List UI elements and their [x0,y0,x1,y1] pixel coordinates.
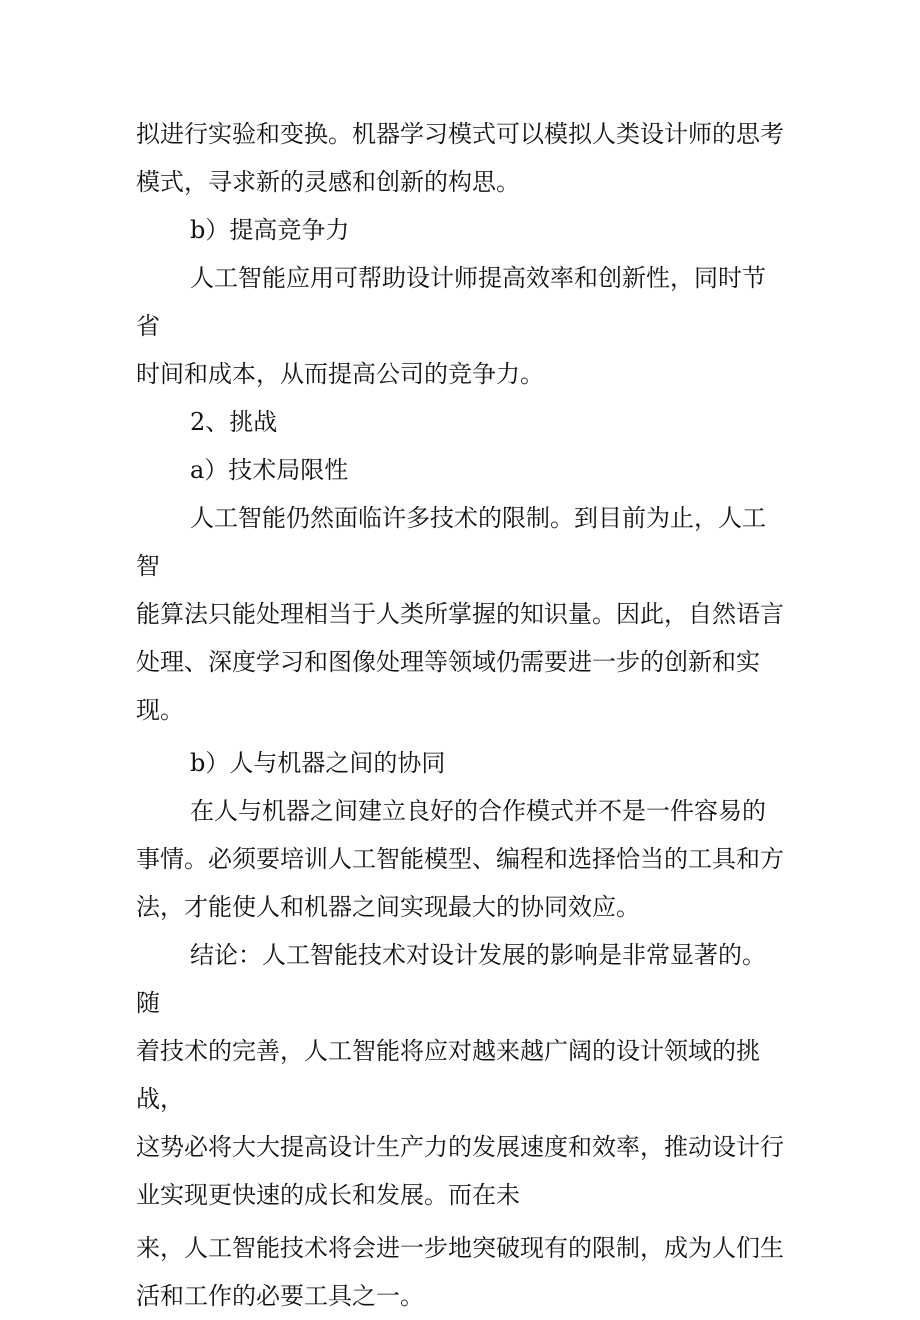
text-line: 在人与机器之间建立良好的合作模式并不是一件容易的 [190,797,766,825]
text-line: 着技术的完善，人工智能将应对越来越广阔的设计领域的挑战， [136,1037,760,1113]
text-line: 处理、深度学习和图像处理等领域仍需要进一步的创新和实现。 [136,648,760,724]
paragraph-conclusion [136,931,786,1219]
text-line: 拟进行实验和变换。机器学习模式可以模拟人类设计师的思考 [136,120,784,148]
section-heading-2: 2、挑战 [190,408,278,436]
text-line: 法，才能使人和机器之间实现最大的协同效应。 [136,893,640,921]
paragraph-body [136,494,786,734]
section-heading-a: a）技术局限性 [190,456,349,484]
paragraph-continuation [136,110,786,206]
text-line: 这势必将大大提高设计生产力的发展速度和效率，推动设计行 [136,1133,784,1161]
text-line: 时间和成本，从而提高公司的竞争力。 [136,360,544,388]
text-line: 来，人工智能技术将会进一步地突破现有的限制，成为人们生 [136,1234,784,1262]
section-heading-b2: b）人与机器之间的协同 [190,749,446,777]
text-line: 业实现更快速的成长和发展。而在未 [136,1181,520,1209]
paragraph-body [136,254,786,398]
text-line: 事情。必须要培训人工智能模型、编程和选择恰当的工具和方 [136,845,784,873]
paragraph-body [136,787,786,931]
text-line: 人工智能应用可帮助设计师提高效率和创新性，同时节省 [136,264,766,340]
section-heading-b1: b）提高竞争力 [190,216,350,244]
text-line: 人工智能仍然面临许多技术的限制。到目前为止，人工智 [136,504,766,580]
paragraph-continuation [136,1224,786,1320]
text-line: 模式，寻求新的灵感和创新的构思。 [136,168,520,196]
document-body [136,110,786,1320]
text-line: 结论：人工智能技术对设计发展的影响是非常显著的。随 [136,941,766,1017]
text-line: 能算法只能处理相当于人类所掌握的知识量。因此，自然语言 [136,600,784,628]
text-line: 活和工作的必要工具之一。 [136,1282,424,1310]
